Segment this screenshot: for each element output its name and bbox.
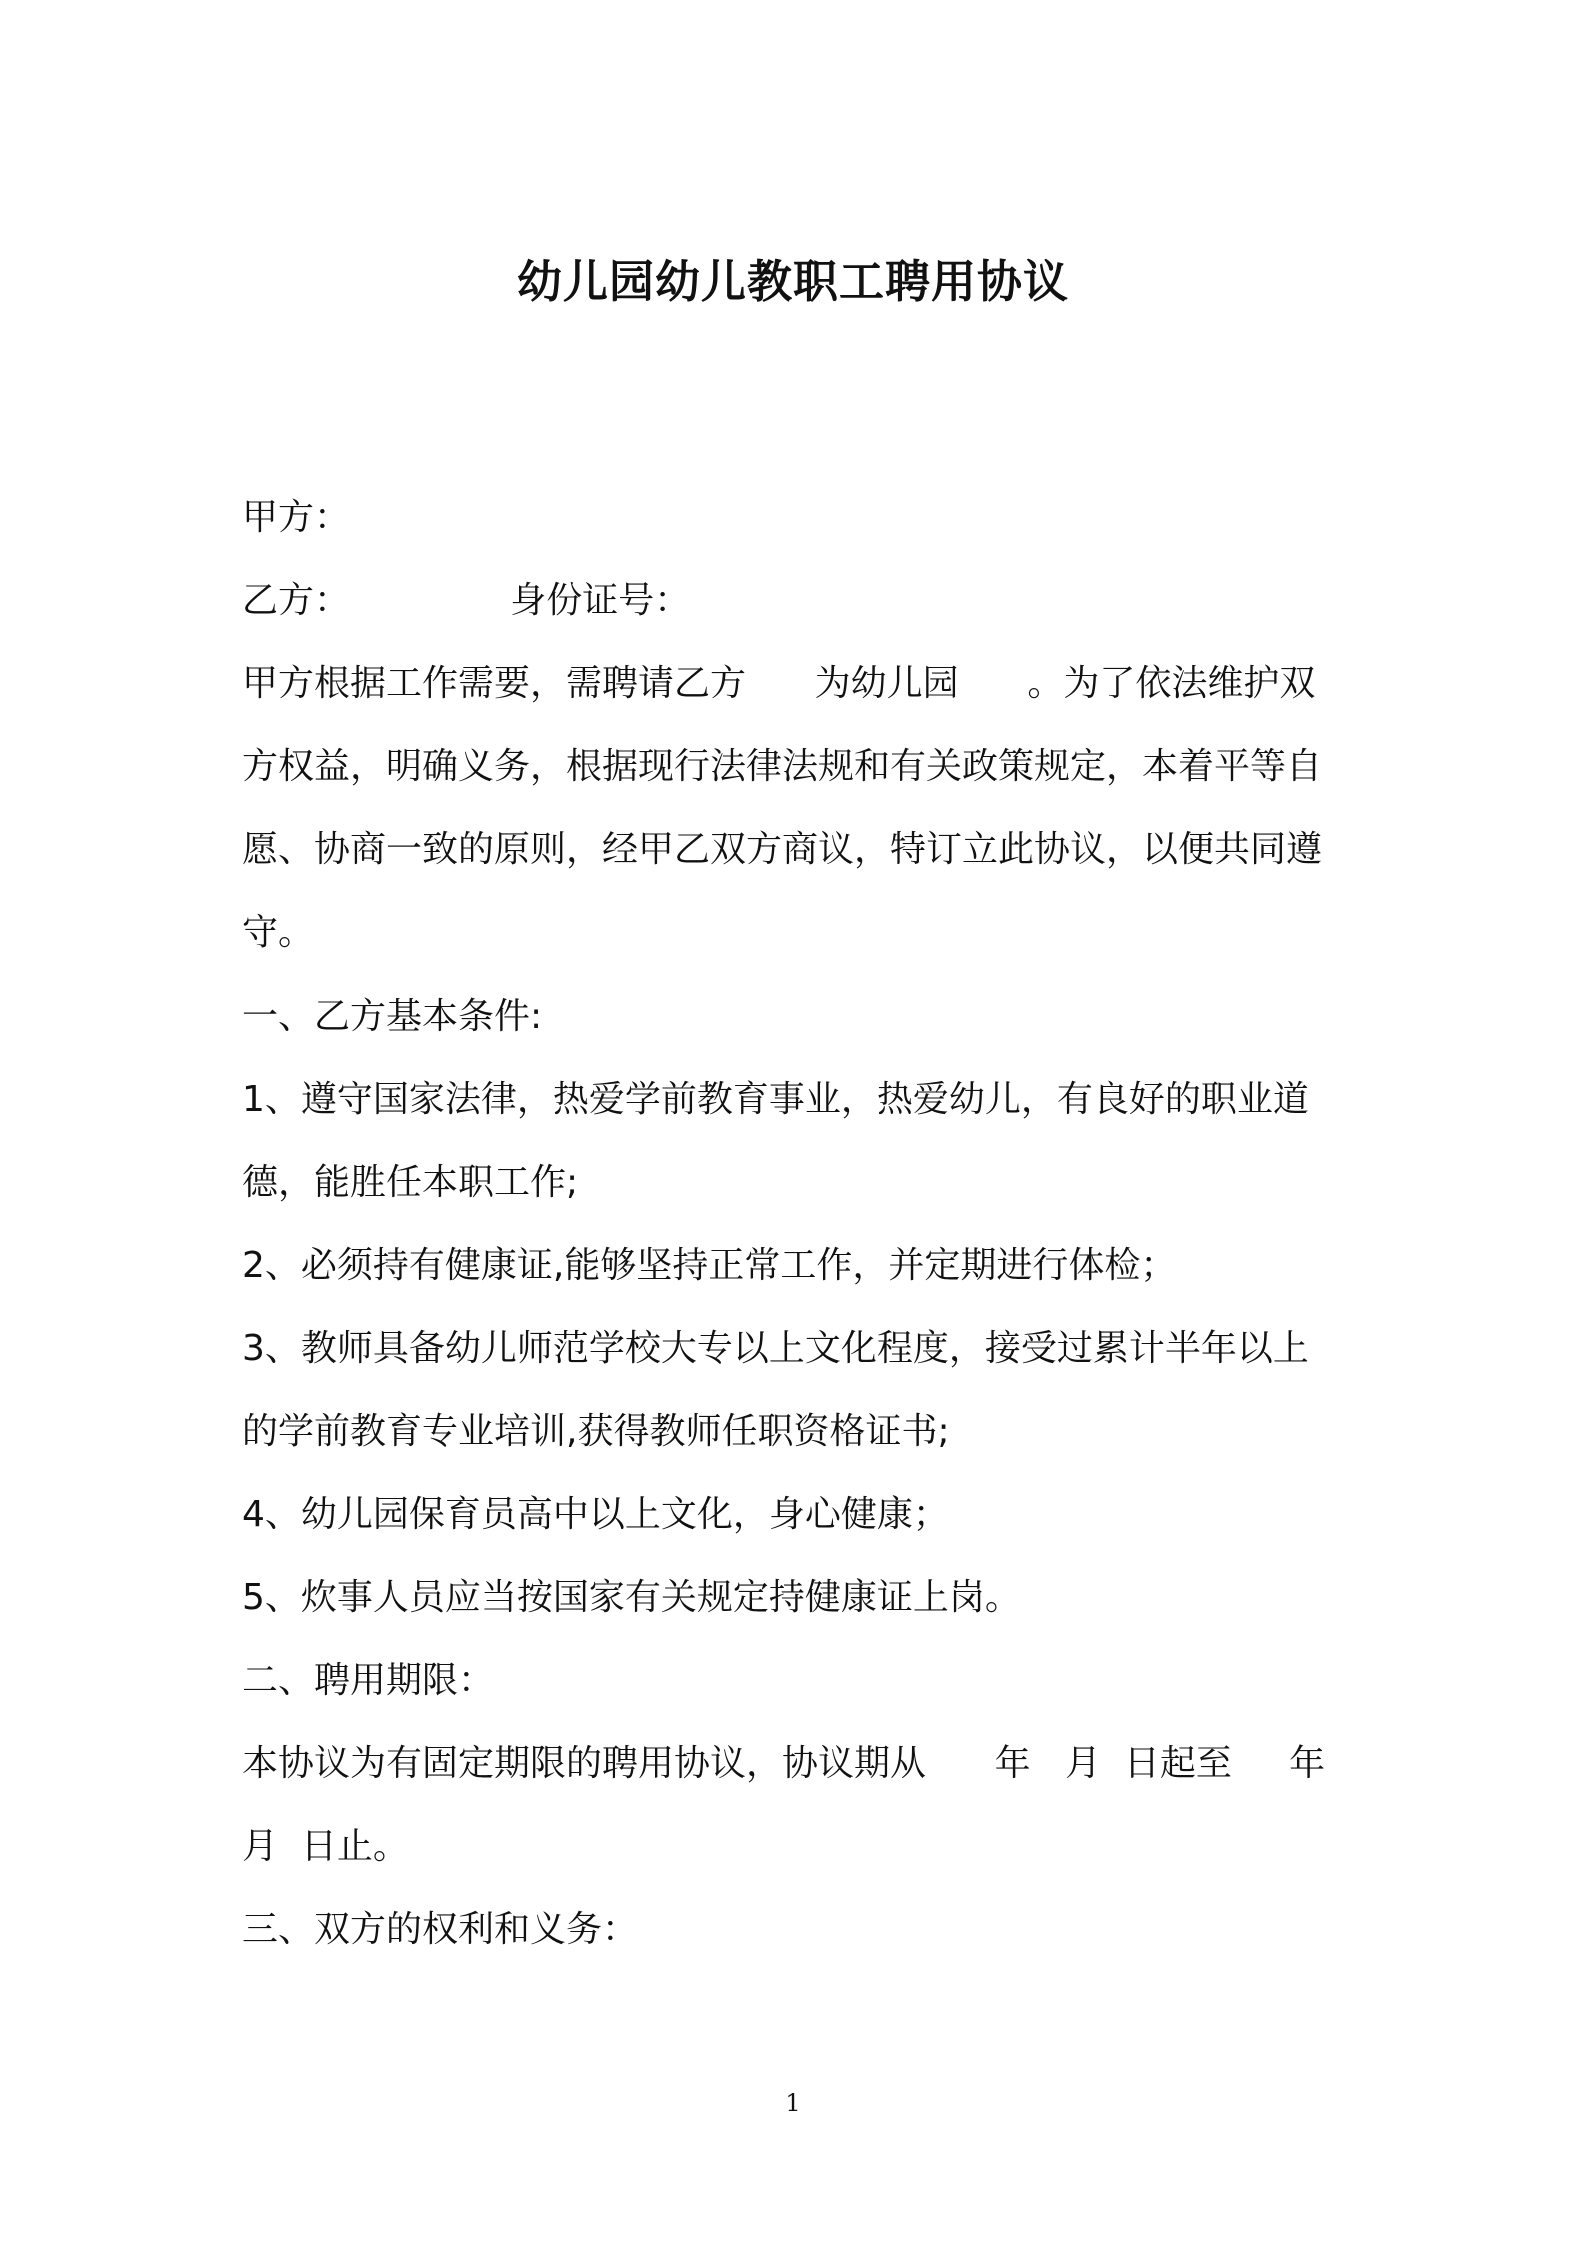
clause-2: 2、必须持有健康证,能够坚持正常工作，并定期进行体检； bbox=[242, 1245, 1177, 1286]
section-2-heading: 二、聘用期限： bbox=[242, 1660, 495, 1701]
section-1-heading: 一、乙方基本条件: bbox=[242, 996, 543, 1037]
clause-5: 5、炊事人员应当按国家有关规定持健康证上岗。 bbox=[242, 1577, 1021, 1618]
section-3-heading: 三、双方的权利和义务： bbox=[242, 1909, 639, 1950]
document-title: 幼儿园幼儿教职工聘用协议 bbox=[516, 255, 1069, 308]
intro-line-3: 愿、协商一致的原则，经甲乙双方商议，特订立此协议，以便共同遵 bbox=[242, 829, 1323, 870]
term-line-2: 月 日止。 bbox=[242, 1826, 409, 1867]
party-b-line: 乙方： 身份证号： bbox=[242, 580, 691, 621]
term-line-1: 本协议为有固定期限的聘用协议，协议期从 年 月 日起至 年 bbox=[242, 1743, 1326, 1784]
clause-4: 4、幼儿园保育员高中以上文化，身心健康； bbox=[242, 1494, 949, 1535]
clause-1-line-2: 德，能胜任本职工作; bbox=[242, 1162, 579, 1203]
clause-1-line-1: 1、遵守国家法律，热爱学前教育事业，热爱幼儿，有良好的职业道 bbox=[242, 1079, 1309, 1120]
page-number: 1 bbox=[785, 2089, 801, 2117]
intro-line-1: 甲方根据工作需要，需聘请乙方 为幼儿园 。为了依法维护双 bbox=[242, 663, 1316, 704]
clause-3-line-2: 的学前教育专业培训,获得教师任职资格证书; bbox=[242, 1411, 950, 1452]
party-a-line: 甲方： bbox=[242, 497, 351, 538]
intro-line-2: 方权益，明确义务，根据现行法律法规和有关政策规定，本着平等自 bbox=[242, 746, 1323, 787]
clause-3-line-1: 3、教师具备幼儿师范学校大专以上文化程度，接受过累计半年以上 bbox=[242, 1328, 1309, 1369]
intro-line-4: 守。 bbox=[242, 912, 315, 953]
